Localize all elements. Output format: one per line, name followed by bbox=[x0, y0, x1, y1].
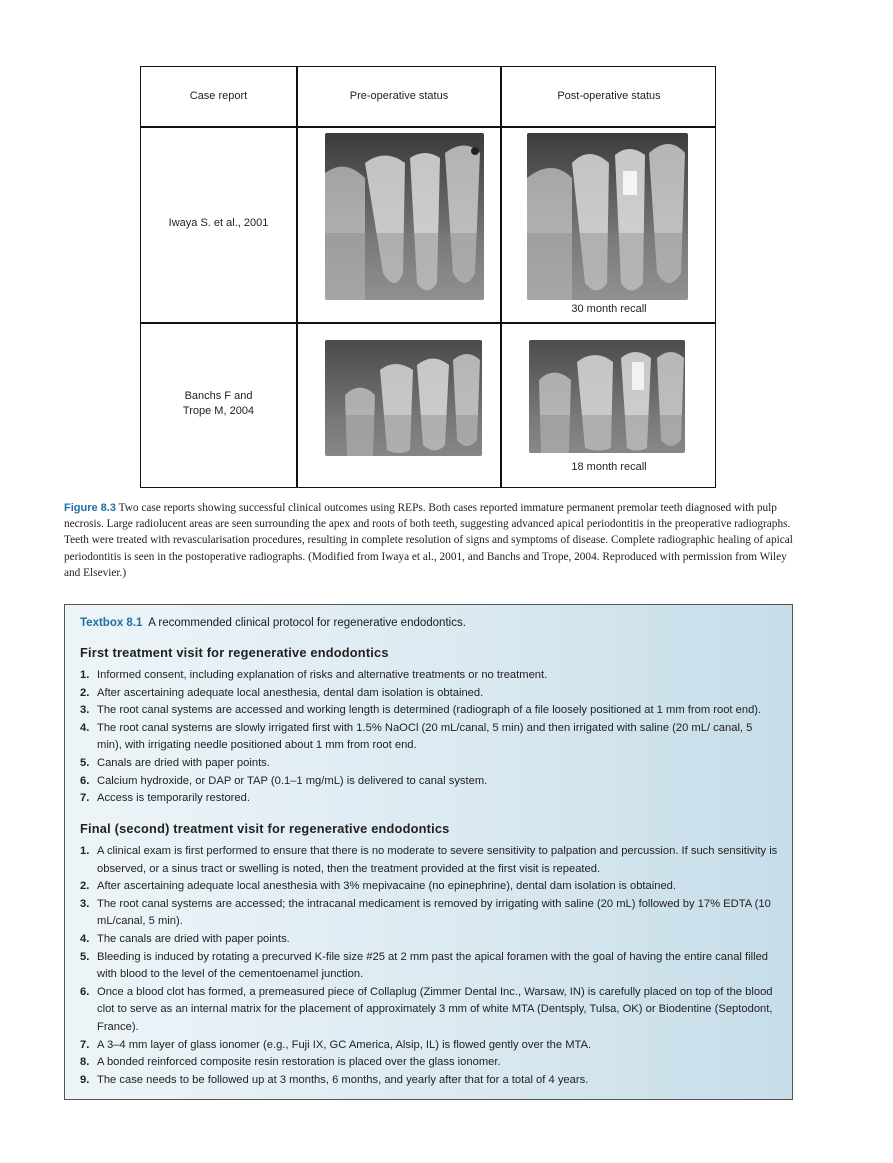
list-item bbox=[80, 720, 780, 755]
recall-30-month: 30 month recall bbox=[571, 303, 647, 315]
list-item-number: 2. bbox=[80, 686, 90, 699]
list-item bbox=[80, 878, 780, 896]
textbox-protocol bbox=[64, 604, 793, 1100]
section2-list bbox=[80, 843, 780, 1089]
column-divider bbox=[296, 67, 298, 487]
list-item bbox=[80, 949, 780, 984]
list-item bbox=[80, 685, 780, 703]
row-divider bbox=[141, 322, 715, 324]
list-item bbox=[80, 984, 780, 1037]
list-item-number: 5. bbox=[80, 756, 90, 769]
list-item-text: Once a blood clot has formed, a premeasured piece of Collaplug (Zimmer Dental Inc., Warsaw, IN) is carefully placed on top of the blood clot to serve as an internal matrix for the placement of approximately 3 mm of white MTA (Dentsply, Tulsa, OK) or Biodentine (Septodont, France). bbox=[97, 985, 773, 1033]
list-item-text: The case needs to be followed up at 3 months, 6 months, and yearly after that for a total of 4 years. bbox=[97, 1073, 589, 1086]
figure-caption-text: Two case reports showing successful clinical outcomes using REPs. Both cases reported immature permanent premolar teeth diagnosed with pulp necrosis. Large radiolucent areas are seen surrounding the apex and roots of both teeth, suggesting advanced apical periodontitis in the preoperative radiographs. Teeth were treated with revascularisation procedures, resulting in complete resolution of signs and symptoms of disease. Complete radiographic healing of apical periodontitis is seen in the postoperative radiographs. (Modified from Iwaya et al., 2001, and Banchs and Trope, 2004. Reproduced with permission from Wiley and Elsevier.) bbox=[64, 502, 793, 579]
column-divider bbox=[500, 67, 502, 487]
list-item-text: The canals are dried with paper points. bbox=[97, 932, 290, 945]
radiograph-iwaya-preop bbox=[325, 133, 484, 300]
textbox-title bbox=[80, 617, 466, 629]
list-item bbox=[80, 773, 780, 791]
radiograph-iwaya-postop bbox=[527, 133, 688, 300]
list-item-number: 1. bbox=[80, 845, 90, 857]
case-banchs-line2: Trope M, 2004 bbox=[182, 405, 255, 417]
list-item bbox=[80, 1072, 780, 1090]
list-item-text: Calcium hydroxide, or DAP or TAP (0.1–1 mg/mL) is delivered to canal system. bbox=[97, 774, 488, 787]
figure-caption bbox=[64, 500, 796, 581]
list-item-text: Bleeding is induced by rotating a precurved K-file size #25 at 2 mm past the apical foramen with the goal of having the entire canal filled with blood to the level of the cementoenamel junction. bbox=[97, 950, 769, 981]
list-item-number: 9. bbox=[80, 1073, 90, 1086]
textbox-label: Textbox 8.1 bbox=[80, 617, 143, 629]
list-item bbox=[80, 896, 780, 931]
list-item-number: 1. bbox=[80, 669, 90, 681]
list-item-text: Access is temporarily restored. bbox=[97, 792, 250, 805]
list-item-text: Canals are dried with paper points. bbox=[97, 756, 270, 769]
list-item bbox=[80, 790, 780, 808]
header-case-report: Case report bbox=[189, 90, 248, 102]
list-item bbox=[80, 931, 780, 949]
header-post-op: Post-operative status bbox=[557, 90, 661, 102]
list-item-text: The root canal systems are accessed and working length is determined (radiograph of a file loosely positioned at 1 mm from root end). bbox=[97, 704, 762, 717]
list-item-number: 7. bbox=[80, 792, 90, 805]
figure-label: Figure 8.3 bbox=[64, 502, 116, 514]
list-item-text: A clinical exam is first performed to ensure that there is no moderate to severe sensitivity to palpation and percussion. If such sensitivity is observed, or a sinus tract or swelling is noted, then the treatment provided at the first visit is repeated. bbox=[97, 845, 778, 875]
list-item bbox=[80, 702, 780, 720]
list-item-text: After ascertaining adequate local anesthesia, dental dam isolation is obtained. bbox=[97, 686, 484, 699]
list-item bbox=[80, 1054, 780, 1072]
case-iwaya: Iwaya S. et al., 2001 bbox=[168, 217, 269, 229]
textbox-title-text: A recommended clinical protocol for regenerative endodontics. bbox=[148, 617, 466, 629]
figure-table bbox=[140, 66, 716, 488]
list-item-number: 5. bbox=[80, 950, 90, 963]
list-item-number: 7. bbox=[80, 1038, 90, 1051]
list-item bbox=[80, 843, 780, 878]
list-item-number: 6. bbox=[80, 985, 90, 998]
list-item bbox=[80, 667, 780, 685]
section2-heading: Final (second) treatment visit for regenerative endodontics bbox=[80, 821, 450, 836]
case-banchs bbox=[141, 389, 296, 419]
list-item bbox=[80, 755, 780, 773]
list-item-number: 2. bbox=[80, 880, 90, 893]
list-item-text: The root canal systems are accessed; the intracanal medicament is removed by irrigating with saline (20 mL) followed by 17% EDTA (10 mL/canal, 5 min). bbox=[97, 897, 771, 928]
list-item-number: 3. bbox=[80, 704, 90, 717]
list-item-text: The root canal systems are slowly irrigated first with 1.5% NaOCl (20 mL/canal, 5 min) and then irrigated with saline (20 mL/ canal, 5 min), with irrigating needle positioned about 1 mm from root end. bbox=[97, 721, 753, 752]
list-item-text: Informed consent, including explanation of risks and alternative treatments or no treatment. bbox=[97, 669, 548, 681]
header-pre-op: Pre-operative status bbox=[349, 90, 449, 102]
list-item bbox=[80, 1037, 780, 1055]
list-item-number: 8. bbox=[80, 1056, 90, 1069]
recall-18-month: 18 month recall bbox=[571, 461, 647, 473]
list-item-text: A 3–4 mm layer of glass ionomer (e.g., Fuji IX, GC America, Alsip, IL) is flowed gently over the MTA. bbox=[97, 1038, 592, 1051]
row-divider bbox=[141, 126, 715, 128]
list-item-number: 6. bbox=[80, 774, 90, 787]
section1-heading: First treatment visit for regenerative endodontics bbox=[80, 645, 389, 660]
list-item-text: A bonded reinforced composite resin restoration is placed over the glass ionomer. bbox=[97, 1056, 501, 1069]
case-banchs-line1: Banchs F and bbox=[184, 390, 253, 402]
list-item-number: 3. bbox=[80, 897, 90, 910]
list-item-number: 4. bbox=[80, 932, 90, 945]
radiograph-banchs-preop bbox=[325, 340, 482, 456]
section1-list bbox=[80, 667, 780, 808]
radiograph-banchs-postop bbox=[529, 340, 685, 453]
list-item-text: After ascertaining adequate local anesthesia with 3% mepivacaine (no epinephrine), dental dam isolation is obtained. bbox=[97, 880, 677, 893]
list-item-number: 4. bbox=[80, 721, 90, 734]
